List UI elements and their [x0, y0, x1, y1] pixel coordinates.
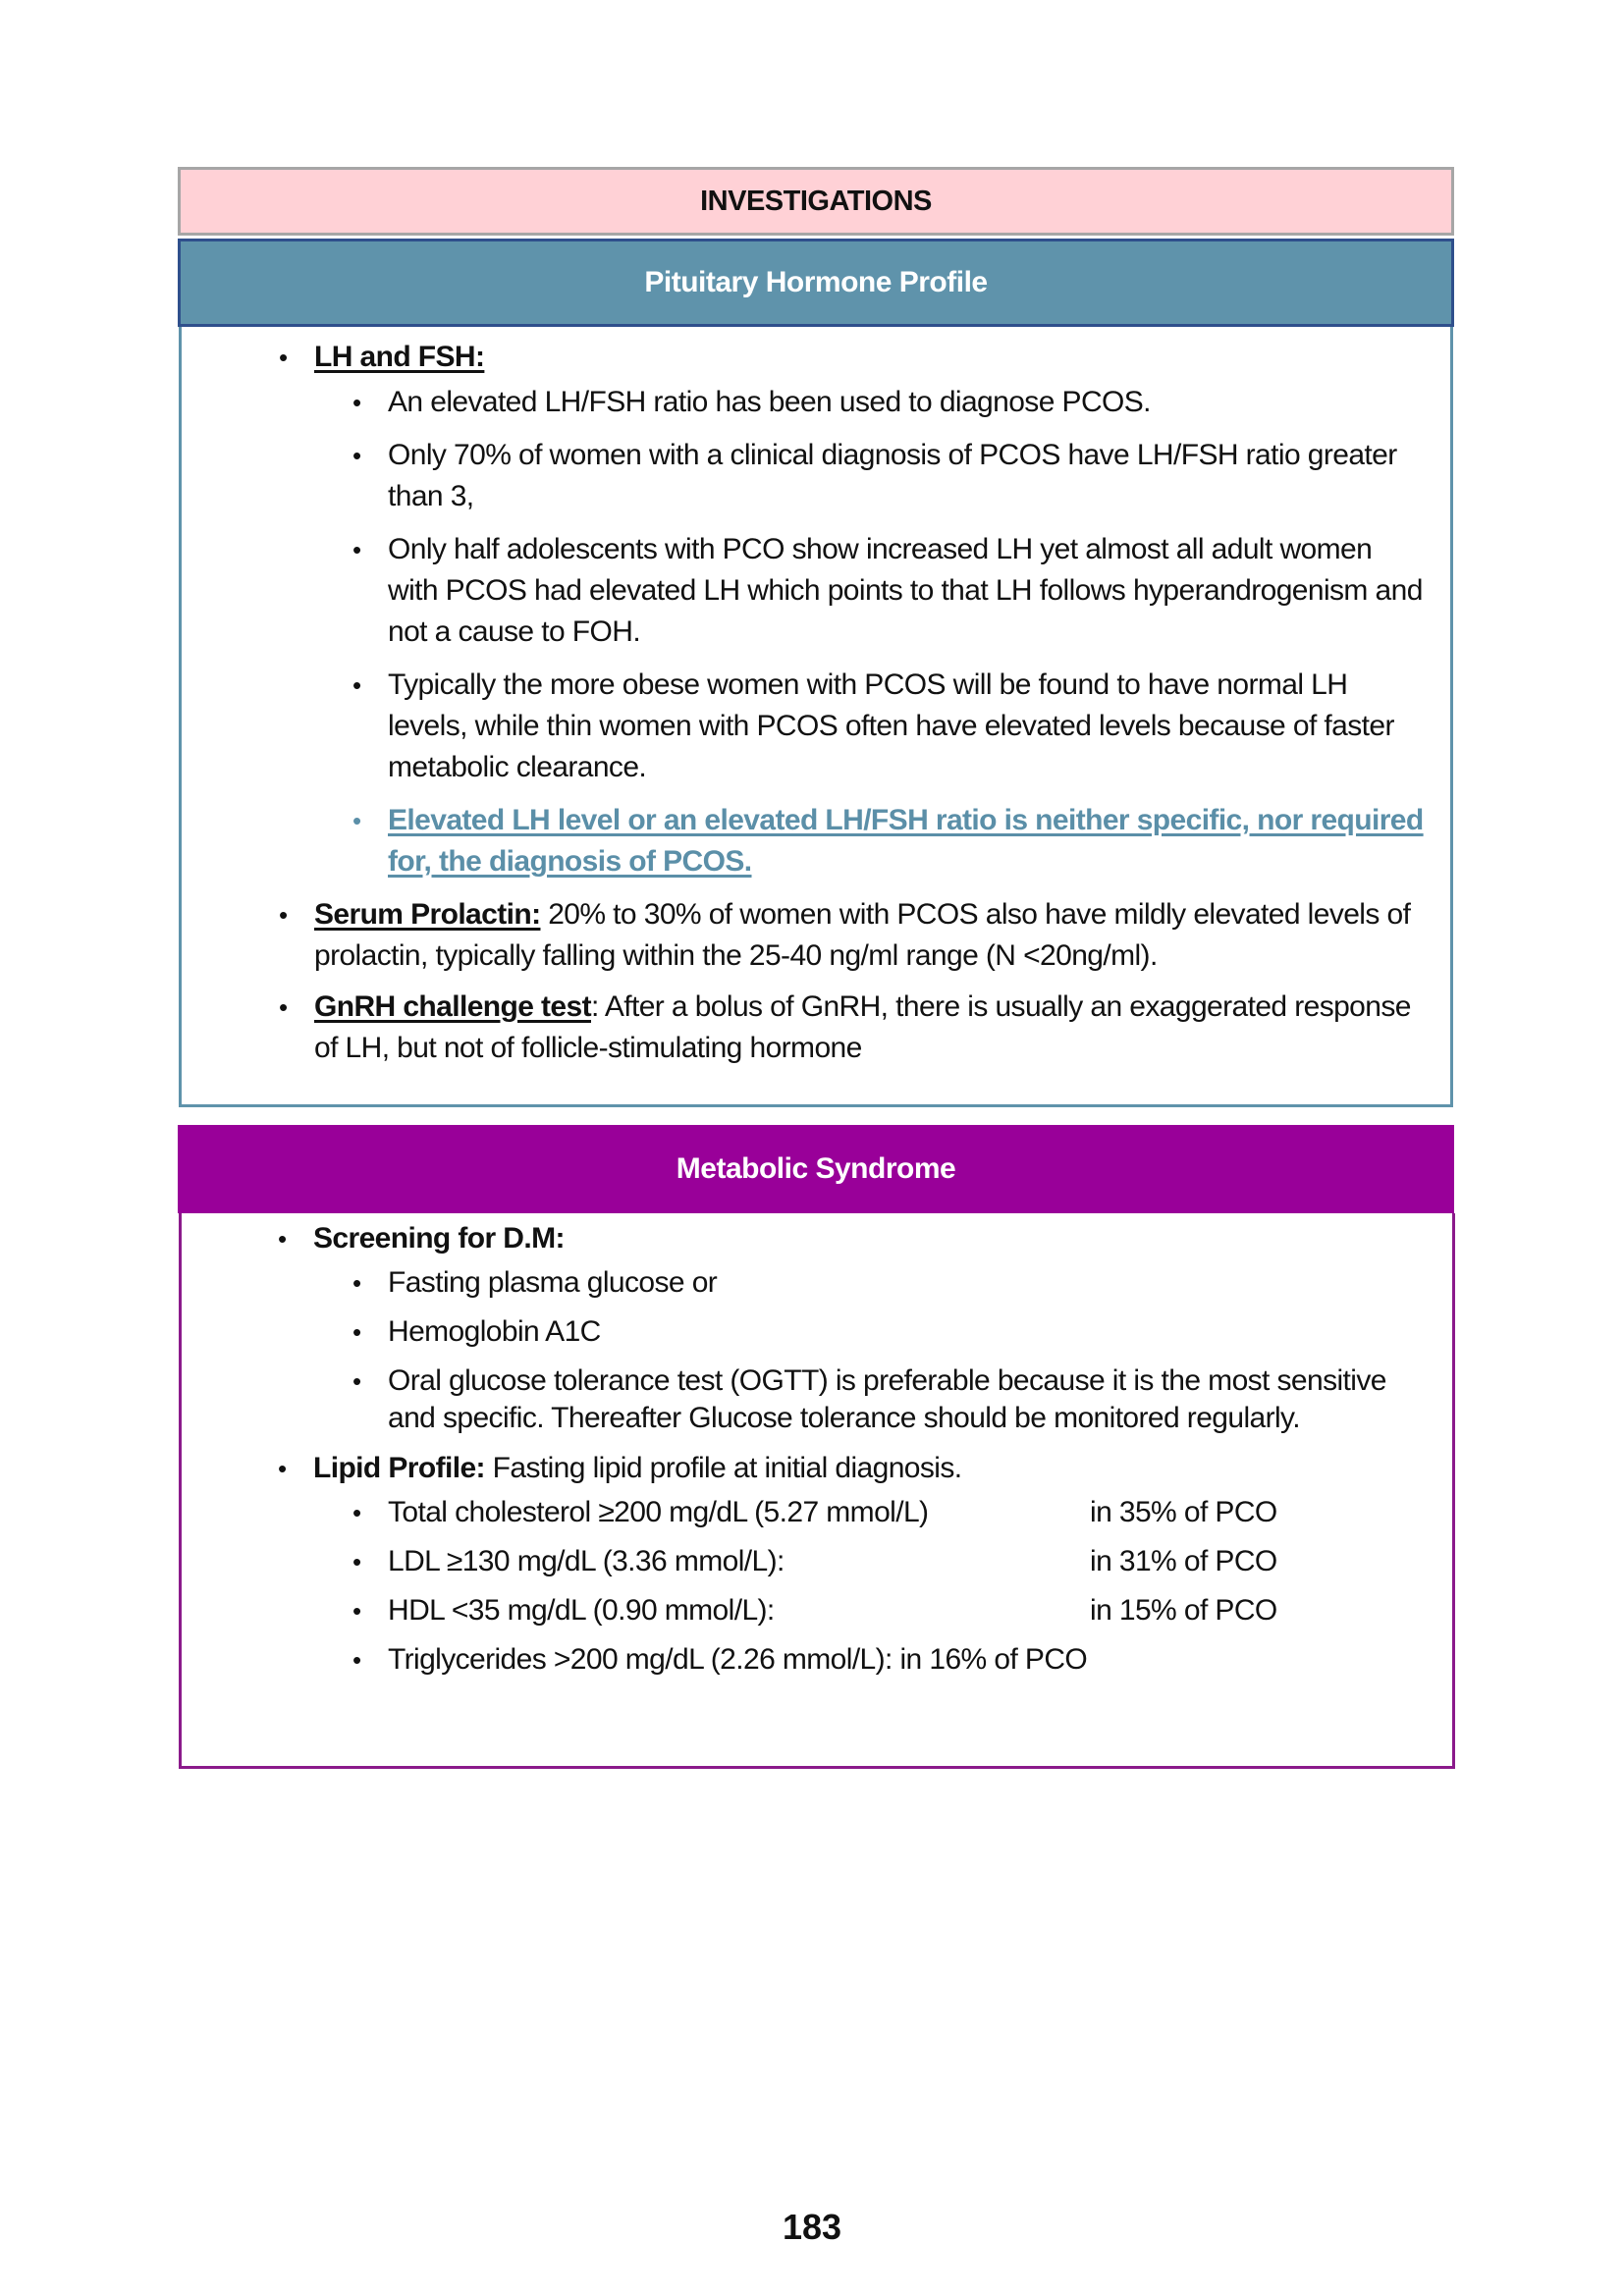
prolactin-text: 20% to 30% of women with PCOS also have mildly elevated levels of prolactin, typically falling within the 25-40 ng/ml range (N <20ng/ml).	[314, 898, 1411, 972]
lipid-sublist	[388, 1494, 1423, 1679]
pituitary-list	[314, 337, 1424, 1079]
metabolic-section-title: Metabolic Syndrome	[676, 1152, 956, 1185]
pituitary-section-body	[179, 327, 1453, 1107]
lipid-measure: Triglycerides >200 mg/dL (2.26 mmol/L): in 16% of PCO	[388, 1643, 1088, 1676]
lipid-prevalence: in 15% of PCO	[1090, 1594, 1277, 1627]
lipid-row	[388, 1592, 1423, 1629]
list-item: • Oral glucose tolerance test (OGTT) is preferable because it is the most sensitive and specific. Thereafter Glucose tolerance should be monitored regularly.	[388, 1362, 1423, 1437]
dm-screening-label: Screening for D.M:	[313, 1222, 565, 1255]
metabolic-list	[313, 1219, 1423, 1690]
lh-fsh-item	[314, 337, 1424, 882]
dm-screening-sublist	[388, 1264, 1423, 1437]
list-item: • Fasting plasma glucose or	[388, 1264, 1423, 1302]
list-item: • Only 70% of women with a clinical diagnosis of PCOS have LH/FSH ratio greater than 3,	[388, 435, 1424, 517]
prolactin-label: Serum Prolactin:	[314, 898, 541, 931]
highlighted-key-point	[388, 800, 1424, 882]
gnrh-text: : After a bolus of GnRH, there is usually an exaggerated response of LH, but not of follicle-stimulating hormone	[314, 990, 1411, 1064]
pituitary-section-header	[178, 239, 1454, 327]
lipid-row	[388, 1641, 1423, 1679]
list-item: • Only half adolescents with PCO show increased LH yet almost all adult women with PCOS had elevated LH which points to that LH follows hyperandrogenism and not a cause to FOH.	[388, 529, 1424, 653]
lh-fsh-sublist	[388, 382, 1424, 882]
investigations-banner	[178, 167, 1454, 236]
lipid-profile-label: Lipid Profile:	[313, 1452, 485, 1484]
pituitary-section-title: Pituitary Hormone Profile	[644, 266, 988, 298]
lipid-prevalence: in 35% of PCO	[1090, 1496, 1277, 1528]
lipid-measure: HDL <35 mg/dL (0.90 mmol/L):	[388, 1594, 775, 1627]
prolactin-item	[314, 894, 1424, 977]
list-item: • Typically the more obese women with PCOS will be found to have normal LH levels, while thin women with PCOS often have elevated levels because of faster metabolic clearance.	[388, 665, 1424, 788]
lipid-measure: Total cholesterol ≥200 mg/dL (5.27 mmol/L)	[388, 1496, 929, 1528]
list-item: • An elevated LH/FSH ratio has been used to diagnose PCOS.	[388, 382, 1424, 423]
lh-fsh-label: LH and FSH:	[314, 341, 485, 373]
banner-title: INVESTIGATIONS	[700, 185, 932, 217]
gnrh-label: GnRH challenge test	[314, 990, 591, 1023]
lipid-profile-text: Fasting lipid profile at initial diagnosis.	[484, 1452, 962, 1484]
metabolic-section-header	[178, 1125, 1454, 1213]
lipid-row	[388, 1494, 1423, 1531]
metabolic-section-body	[179, 1213, 1455, 1769]
gnrh-item	[314, 987, 1424, 1069]
lipid-prevalence: in 31% of PCO	[1090, 1545, 1277, 1577]
highlighted-key-point-text: Elevated LH level or an elevated LH/FSH ratio is neither specific, nor required for, the diagnosis of PCOS.	[388, 804, 1424, 878]
lipid-profile-item	[313, 1449, 1423, 1679]
page-number: 183	[782, 2207, 842, 2247]
lipid-row	[388, 1543, 1423, 1580]
dm-screening-item	[313, 1219, 1423, 1437]
lipid-measure: LDL ≥130 mg/dL (3.36 mmol/L):	[388, 1545, 785, 1577]
list-item: • Hemoglobin A1C	[388, 1313, 1423, 1351]
